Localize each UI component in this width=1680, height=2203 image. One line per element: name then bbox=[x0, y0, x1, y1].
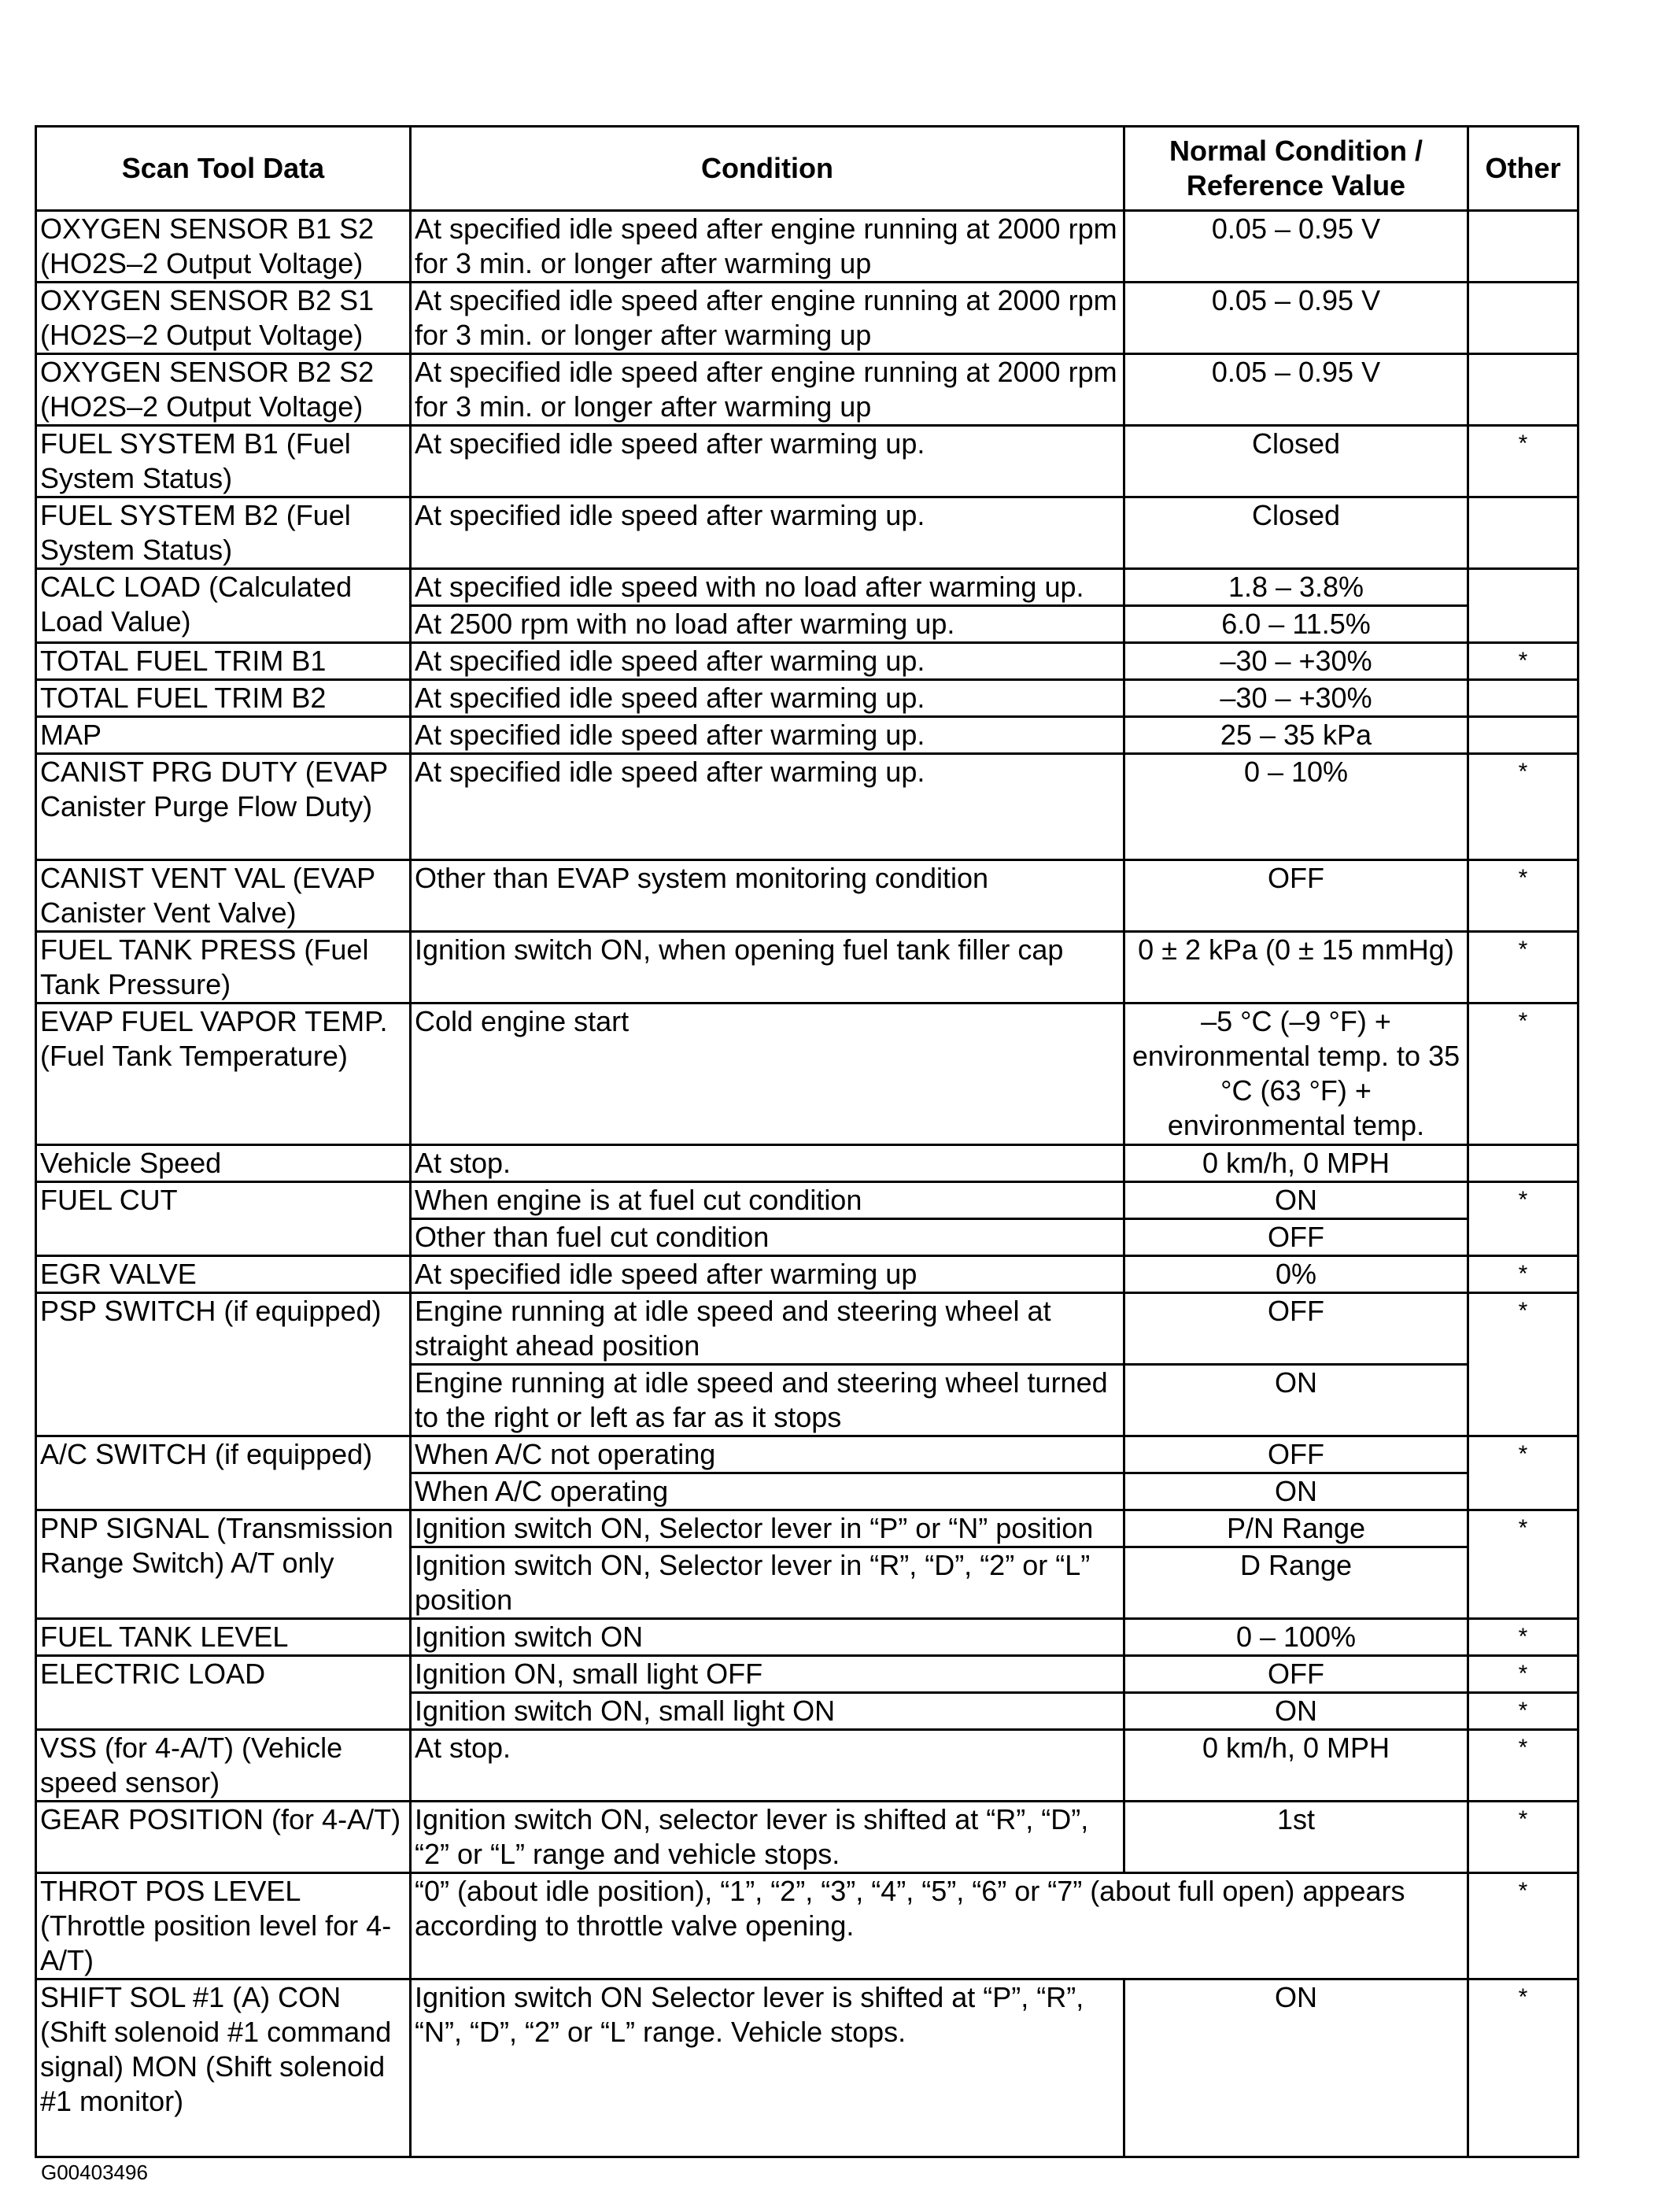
row-condition: At specified idle speed with no load after warming up. bbox=[411, 569, 1124, 606]
row-name: SHIFT SOL #1 (A) CON (Shift solenoid #1 command signal) MON (Shift solenoid #1 monitor) bbox=[36, 1979, 411, 2157]
table-row bbox=[36, 1510, 1578, 1547]
row-condition: At specified idle speed after warming up. bbox=[411, 754, 1124, 860]
table-row bbox=[36, 1619, 1578, 1656]
row-value: 0 km/h, 0 MPH bbox=[1124, 1730, 1468, 1802]
row-name: EGR VALVE bbox=[36, 1256, 411, 1293]
row-other: * bbox=[1468, 1004, 1578, 1145]
table-row bbox=[36, 717, 1578, 754]
row-value: 0.05 – 0.95 V bbox=[1124, 211, 1468, 283]
row-value: 0.05 – 0.95 V bbox=[1124, 283, 1468, 354]
table-row bbox=[36, 426, 1578, 497]
table-row bbox=[36, 1182, 1578, 1219]
table-row bbox=[36, 497, 1578, 569]
row-value: ON bbox=[1124, 1365, 1468, 1436]
table-row bbox=[36, 211, 1578, 283]
row-condition: Ignition ON, small light OFF bbox=[411, 1656, 1124, 1693]
row-other: * bbox=[1468, 1802, 1578, 1873]
row-condition: When A/C not operating bbox=[411, 1436, 1124, 1473]
row-condition: At specified idle speed after warming up. bbox=[411, 717, 1124, 754]
table-row bbox=[36, 569, 1578, 606]
row-name: OXYGEN SENSOR B2 S2 (HO2S–2 Output Voltage) bbox=[36, 354, 411, 426]
row-other: * bbox=[1468, 754, 1578, 860]
row-other: * bbox=[1468, 1873, 1578, 1979]
table-row bbox=[36, 1004, 1578, 1145]
row-value: 0% bbox=[1124, 1256, 1468, 1293]
table-row bbox=[36, 1436, 1578, 1473]
row-value: ON bbox=[1124, 1473, 1468, 1510]
table-row bbox=[36, 1145, 1578, 1182]
row-name: FUEL SYSTEM B1 (Fuel System Status) bbox=[36, 426, 411, 497]
row-condition: Ignition switch ON Selector lever is shifted at “P”, “R”, “N”, “D”, “2” or “L” range. Vehicle stops. bbox=[411, 1979, 1124, 2157]
row-condition: At specified idle speed after warming up. bbox=[411, 497, 1124, 569]
row-value: 0 – 10% bbox=[1124, 754, 1468, 860]
row-value: 25 – 35 kPa bbox=[1124, 717, 1468, 754]
row-name: FUEL TANK PRESS (Fuel Tank Pressure) bbox=[36, 932, 411, 1004]
row-condition: When engine is at fuel cut condition bbox=[411, 1182, 1124, 1219]
row-value: 0 – 100% bbox=[1124, 1619, 1468, 1656]
table-row bbox=[36, 643, 1578, 680]
scan-tool-data-table bbox=[35, 125, 1579, 2158]
spec-table-container bbox=[35, 125, 1577, 2158]
row-name: FUEL CUT bbox=[36, 1182, 411, 1256]
row-name: TOTAL FUEL TRIM B2 bbox=[36, 680, 411, 717]
row-value: 0 km/h, 0 MPH bbox=[1124, 1145, 1468, 1182]
row-other bbox=[1468, 569, 1578, 643]
row-condition: At stop. bbox=[411, 1730, 1124, 1802]
row-other: * bbox=[1468, 932, 1578, 1004]
row-condition: Ignition switch ON, when opening fuel tank filler cap bbox=[411, 932, 1124, 1004]
table-row bbox=[36, 1979, 1578, 2157]
row-condition: At specified idle speed after warming up. bbox=[411, 680, 1124, 717]
row-other: * bbox=[1468, 1979, 1578, 2157]
row-name: FUEL TANK LEVEL bbox=[36, 1619, 411, 1656]
row-value: ON bbox=[1124, 1693, 1468, 1730]
row-name: ELECTRIC LOAD bbox=[36, 1656, 411, 1730]
row-other: * bbox=[1468, 860, 1578, 932]
row-condition: Ignition switch ON, selector lever is shifted at “R”, “D”, “2” or “L” range and vehicle stops. bbox=[411, 1802, 1124, 1873]
row-condition: “0” (about idle position), “1”, “2”, “3”, “4”, “5”, “6” or “7” (about full open) appears according to throttle valve opening. bbox=[411, 1873, 1468, 1979]
row-name: GEAR POSITION (for 4-A/T) bbox=[36, 1802, 411, 1873]
row-condition: Ignition switch ON, small light ON bbox=[411, 1693, 1124, 1730]
row-value: 1st bbox=[1124, 1802, 1468, 1873]
row-other: * bbox=[1468, 1256, 1578, 1293]
row-value: D Range bbox=[1124, 1547, 1468, 1619]
row-name: VSS (for 4-A/T) (Vehicle speed sensor) bbox=[36, 1730, 411, 1802]
row-other bbox=[1468, 497, 1578, 569]
table-row bbox=[36, 354, 1578, 426]
row-condition: Other than EVAP system monitoring condition bbox=[411, 860, 1124, 932]
table-row bbox=[36, 1256, 1578, 1293]
row-name: PNP SIGNAL (Transmission Range Switch) A/T only bbox=[36, 1510, 411, 1619]
row-name: A/C SWITCH (if equipped) bbox=[36, 1436, 411, 1510]
row-name: CANIST PRG DUTY (EVAP Canister Purge Flow Duty) bbox=[36, 754, 411, 860]
row-condition: Engine running at idle speed and steering wheel turned to the right or left as far as it stops bbox=[411, 1365, 1124, 1436]
row-value: Closed bbox=[1124, 426, 1468, 497]
header-other: Other bbox=[1468, 127, 1578, 211]
row-value: –5 °C (–9 °F) + environmental temp. to 35 °C (63 °F) + environmental temp. bbox=[1124, 1004, 1468, 1145]
figure-id: G00403496 bbox=[41, 2160, 148, 2184]
row-condition: At 2500 rpm with no load after warming up. bbox=[411, 606, 1124, 643]
row-value: –30 – +30% bbox=[1124, 680, 1468, 717]
row-condition: At specified idle speed after warming up. bbox=[411, 426, 1124, 497]
row-value: ON bbox=[1124, 1182, 1468, 1219]
row-value: 0 ± 2 kPa (0 ± 15 mmHg) bbox=[1124, 932, 1468, 1004]
row-other: * bbox=[1468, 426, 1578, 497]
table-row bbox=[36, 860, 1578, 932]
row-condition: At specified idle speed after warming up. bbox=[411, 643, 1124, 680]
row-other: * bbox=[1468, 643, 1578, 680]
row-name: TOTAL FUEL TRIM B1 bbox=[36, 643, 411, 680]
row-name: PSP SWITCH (if equipped) bbox=[36, 1293, 411, 1436]
row-other bbox=[1468, 354, 1578, 426]
row-other: * bbox=[1468, 1619, 1578, 1656]
row-condition: Cold engine start bbox=[411, 1004, 1124, 1145]
row-other bbox=[1468, 211, 1578, 283]
row-other bbox=[1468, 680, 1578, 717]
table-row bbox=[36, 1802, 1578, 1873]
table-row bbox=[36, 1293, 1578, 1365]
header-condition: Condition bbox=[411, 127, 1124, 211]
row-other bbox=[1468, 283, 1578, 354]
row-other: * bbox=[1468, 1693, 1578, 1730]
header-scan-tool-data: Scan Tool Data bbox=[36, 127, 411, 211]
row-other: * bbox=[1468, 1436, 1578, 1510]
row-condition: At specified idle speed after engine running at 2000 rpm for 3 min. or longer after warming up bbox=[411, 211, 1124, 283]
row-other bbox=[1468, 1145, 1578, 1182]
table-row bbox=[36, 283, 1578, 354]
row-value: OFF bbox=[1124, 1293, 1468, 1365]
table-row bbox=[36, 1873, 1578, 1979]
row-name: EVAP FUEL VAPOR TEMP. (Fuel Tank Temperature) bbox=[36, 1004, 411, 1145]
row-name: MAP bbox=[36, 717, 411, 754]
row-value: ON bbox=[1124, 1979, 1468, 2157]
row-value: Closed bbox=[1124, 497, 1468, 569]
row-condition: At specified idle speed after warming up bbox=[411, 1256, 1124, 1293]
row-other: * bbox=[1468, 1656, 1578, 1693]
table-row bbox=[36, 680, 1578, 717]
row-other: * bbox=[1468, 1182, 1578, 1256]
row-value: OFF bbox=[1124, 1219, 1468, 1256]
table-header-row bbox=[36, 127, 1578, 211]
row-condition: Ignition switch ON, Selector lever in “P” or “N” position bbox=[411, 1510, 1124, 1547]
row-condition: When A/C operating bbox=[411, 1473, 1124, 1510]
table-row bbox=[36, 754, 1578, 860]
row-value: 0.05 – 0.95 V bbox=[1124, 354, 1468, 426]
row-condition: Other than fuel cut condition bbox=[411, 1219, 1124, 1256]
row-condition: Ignition switch ON bbox=[411, 1619, 1124, 1656]
row-value: 6.0 – 11.5% bbox=[1124, 606, 1468, 643]
row-name: Vehicle Speed bbox=[36, 1145, 411, 1182]
row-name: THROT POS LEVEL (Throttle position level for 4-A/T) bbox=[36, 1873, 411, 1979]
table-row bbox=[36, 1730, 1578, 1802]
row-condition: At specified idle speed after engine running at 2000 rpm for 3 min. or longer after warming up bbox=[411, 354, 1124, 426]
row-other: * bbox=[1468, 1510, 1578, 1619]
table-row bbox=[36, 1656, 1578, 1693]
row-value: OFF bbox=[1124, 1436, 1468, 1473]
row-name: CANIST VENT VAL (EVAP Canister Vent Valve) bbox=[36, 860, 411, 932]
row-value: OFF bbox=[1124, 1656, 1468, 1693]
row-name: OXYGEN SENSOR B2 S1 (HO2S–2 Output Voltage) bbox=[36, 283, 411, 354]
row-condition: At specified idle speed after engine running at 2000 rpm for 3 min. or longer after warming up bbox=[411, 283, 1124, 354]
row-other bbox=[1468, 717, 1578, 754]
row-condition: At stop. bbox=[411, 1145, 1124, 1182]
row-value: –30 – +30% bbox=[1124, 643, 1468, 680]
row-value: 1.8 – 3.8% bbox=[1124, 569, 1468, 606]
row-name: OXYGEN SENSOR B1 S2 (HO2S–2 Output Voltage) bbox=[36, 211, 411, 283]
row-value: OFF bbox=[1124, 860, 1468, 932]
row-value: P/N Range bbox=[1124, 1510, 1468, 1547]
row-condition: Engine running at idle speed and steering wheel at straight ahead position bbox=[411, 1293, 1124, 1365]
row-other: * bbox=[1468, 1293, 1578, 1436]
table-row bbox=[36, 932, 1578, 1004]
row-name: FUEL SYSTEM B2 (Fuel System Status) bbox=[36, 497, 411, 569]
header-normal-condition: Normal Condition / Reference Value bbox=[1124, 127, 1468, 211]
row-name: CALC LOAD (Calculated Load Value) bbox=[36, 569, 411, 643]
row-other: * bbox=[1468, 1730, 1578, 1802]
row-condition: Ignition switch ON, Selector lever in “R”, “D”, “2” or “L” position bbox=[411, 1547, 1124, 1619]
